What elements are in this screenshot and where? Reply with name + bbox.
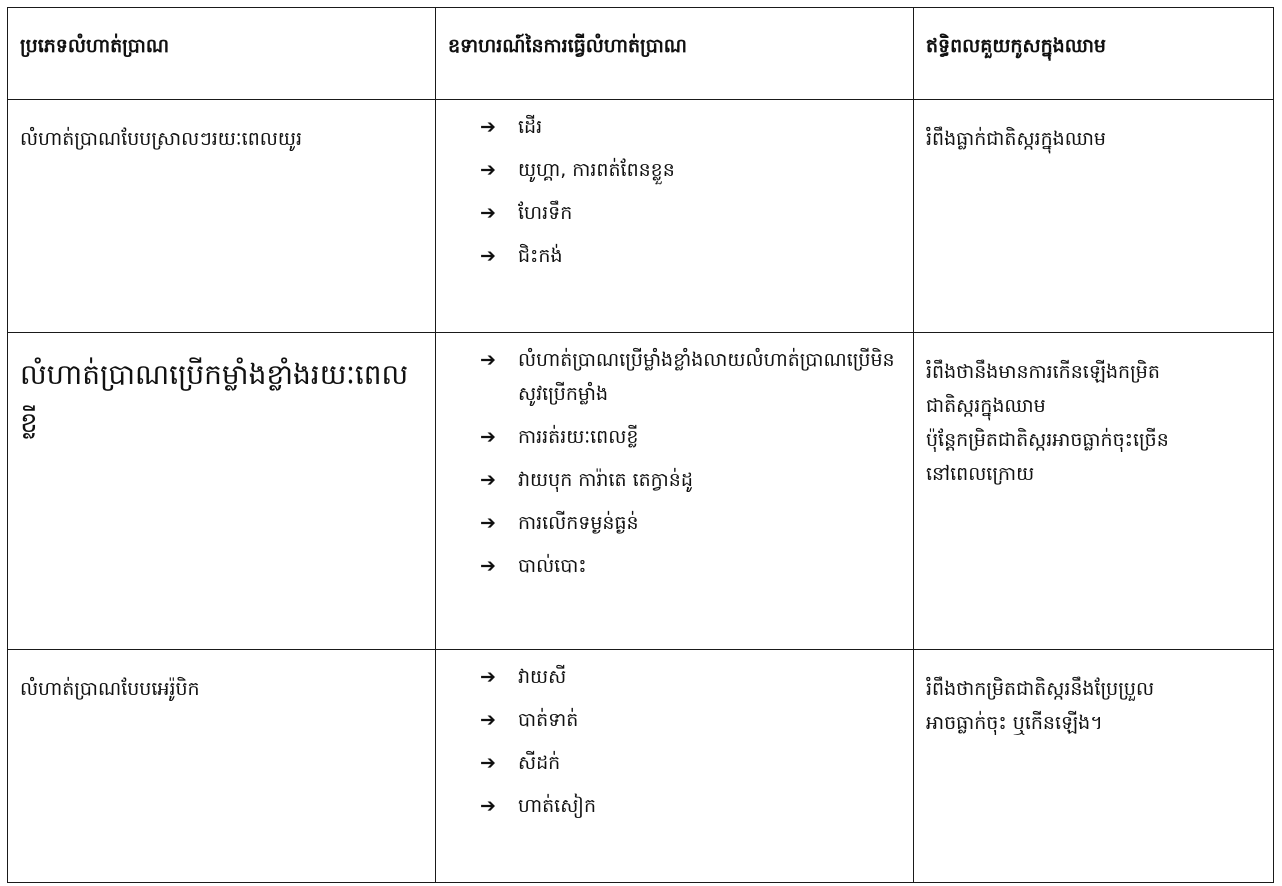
effect-line: រំពឹងថាកម្រិតជាតិស្ករនឹងប្រែប្រួល: [926, 678, 1155, 700]
effect-text: [914, 650, 1273, 750]
list-item: [436, 196, 913, 230]
type-cell: [8, 100, 436, 333]
list-item: [436, 343, 913, 411]
example-text: ការលើកទម្ងន់ធ្ងន់: [518, 512, 639, 534]
example-text: សីដក់: [518, 752, 561, 774]
table-row: [8, 333, 1274, 650]
arrow-right-icon: ➔: [480, 555, 496, 577]
arrow-right-icon: ➔: [480, 116, 496, 138]
effect-line: ជាតិស្ករក្នុងឈាម: [926, 395, 1046, 417]
arrow-right-icon: ➔: [480, 666, 496, 688]
example-text: ជិះកង់: [518, 245, 563, 267]
table-row: [8, 100, 1274, 333]
effect-cell: [914, 100, 1274, 333]
effect-text: [914, 333, 1273, 501]
examples-cell: [436, 650, 914, 883]
example-text: លំហាត់ប្រាណប្រើម្លាំងខ្លាំងលាយលំហាត់ប្រាណប្រើមិនសូវប្រើកម្លាំង: [518, 349, 895, 405]
examples-cell: [436, 100, 914, 333]
list-item: [436, 703, 913, 737]
effect-cell: [914, 650, 1274, 883]
example-text: ការរត់រយៈពេលខ្លី: [518, 426, 639, 448]
arrow-right-icon: ➔: [480, 245, 496, 267]
list-item: [436, 420, 913, 454]
arrow-right-icon: ➔: [480, 202, 496, 224]
type-label: លំហាត់ប្រាណបែបស្រាលៗរយៈពេលយូរ: [20, 128, 302, 150]
type-cell: [8, 333, 436, 650]
table-header-row: [8, 8, 1274, 100]
exercise-table: [7, 7, 1274, 883]
example-text: បាត់ទាត់: [518, 709, 579, 731]
list-item: [436, 746, 913, 780]
arrow-right-icon: ➔: [480, 349, 496, 371]
effect-line: រំពឹងថានឹងមានការកើនឡើងកម្រិត: [926, 361, 1160, 383]
list-item: [436, 549, 913, 583]
effect-line: នៅពេលក្រោយ: [926, 463, 1035, 485]
effect-line: ប៉ុន្តែកម្រិតជាតិស្ករអាចធ្លាក់ចុះច្រើន: [926, 429, 1169, 451]
arrow-right-icon: ➔: [480, 469, 496, 491]
effect-text: [914, 100, 1273, 166]
type-label: លំហាត់ប្រាណប្រើកម្លាំងខ្លាំងរយៈពេលខ្លី: [20, 358, 409, 439]
example-text: វាយសី: [518, 666, 567, 688]
arrow-right-icon: ➔: [480, 795, 496, 817]
list-item: [436, 789, 913, 823]
effect-line: រំពឹងធ្លាក់ជាតិស្ករក្នុងឈាម: [926, 128, 1106, 150]
examples-list: [436, 650, 913, 842]
header-exercise-type: ប្រភេទលំហាត់ប្រាណ: [8, 8, 436, 100]
list-item: [436, 506, 913, 540]
header-blood-sugar-effect: ឥទ្ធិពលគួយកូសក្នុងឈាម: [914, 8, 1274, 100]
header-examples: ឧទាហរណ៍នៃការធ្វើលំហាត់ប្រាណ: [436, 8, 914, 100]
arrow-right-icon: ➔: [480, 709, 496, 731]
type-label: លំហាត់ប្រាណបែបអេរ៉ូបិក: [20, 678, 200, 700]
list-item: [436, 463, 913, 497]
example-text: ហែរទឹក: [518, 202, 573, 224]
effect-cell: [914, 333, 1274, 650]
table-row: [8, 650, 1274, 883]
examples-list: [436, 100, 913, 292]
effect-line: អាចធ្លាក់ចុះ ឬកើនឡើង។: [926, 712, 1103, 734]
arrow-right-icon: ➔: [480, 159, 496, 181]
arrow-right-icon: ➔: [480, 426, 496, 448]
list-item: [436, 153, 913, 187]
list-item: [436, 660, 913, 694]
arrow-right-icon: ➔: [480, 512, 496, 534]
examples-list: [436, 333, 913, 602]
example-text: ហាត់សៀក: [518, 795, 597, 817]
arrow-right-icon: ➔: [480, 752, 496, 774]
example-text: ដើរ: [518, 116, 543, 138]
type-cell: [8, 650, 436, 883]
example-text: វាយបុក ការ៉ាតេ តេក្វាន់ដូ: [518, 469, 693, 491]
examples-cell: [436, 333, 914, 650]
list-item: [436, 239, 913, 273]
list-item: [436, 110, 913, 144]
example-text: យូហ្គា, ការពត់ពែនខ្លួន: [518, 159, 675, 181]
example-text: បាល់បោះ: [518, 555, 587, 577]
